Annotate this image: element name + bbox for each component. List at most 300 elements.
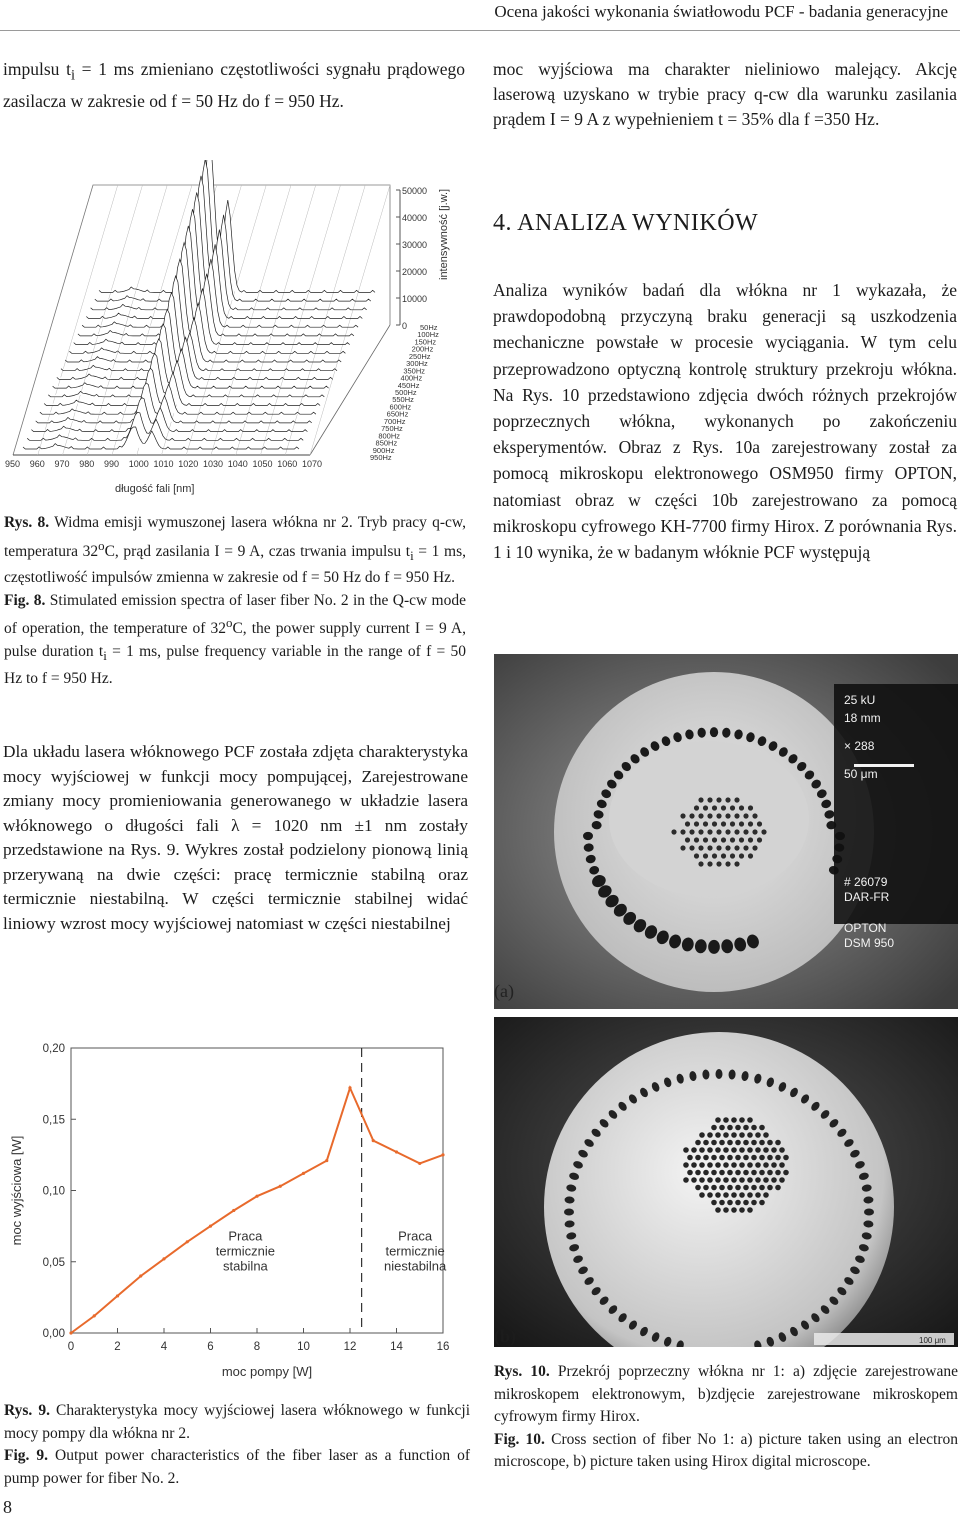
hirox-core-hole xyxy=(755,1162,761,1168)
hirox-core-hole xyxy=(687,1170,693,1176)
hirox-core-hole xyxy=(723,1147,729,1153)
hirox-core-hole xyxy=(703,1170,709,1176)
fig9-data-point xyxy=(441,1153,444,1156)
fig8-freq-tick-label: 700Hz xyxy=(383,416,406,426)
fig8-freq-tick-label: 50Hz xyxy=(420,323,438,332)
hirox-core-hole xyxy=(735,1125,741,1131)
sem-core-hole xyxy=(761,829,766,834)
fig8-freq-tick-label: 500Hz xyxy=(395,388,417,397)
hirox-core-hole xyxy=(695,1155,701,1161)
fig9-x-tick-label: 6 xyxy=(207,1341,214,1353)
sem-hole xyxy=(710,727,718,737)
fig8-caption-en-label: Fig. 8. xyxy=(4,591,46,609)
hirox-core-hole xyxy=(779,1162,785,1168)
hirox-core-hole xyxy=(739,1132,745,1138)
fig9-data-point xyxy=(418,1162,421,1165)
fig9-plot-frame xyxy=(71,1048,443,1333)
sem-core-hole xyxy=(757,837,762,842)
hirox-core-hole xyxy=(783,1155,789,1161)
fig9-data-point xyxy=(255,1195,258,1198)
sem-core-hole xyxy=(748,853,753,858)
sem-core-hole xyxy=(743,813,748,818)
hirox-core-hole xyxy=(691,1162,697,1168)
sem-core-hole xyxy=(752,813,757,818)
sem-core-hole xyxy=(698,829,703,834)
hirox-core-hole xyxy=(691,1177,697,1183)
figure-10a-sem-photo xyxy=(494,654,958,1009)
hirox-core-hole xyxy=(751,1155,757,1161)
hirox-core-hole xyxy=(699,1147,705,1153)
hirox-core-hole xyxy=(735,1170,741,1176)
hirox-core-hole xyxy=(743,1200,749,1206)
sem-core-hole xyxy=(725,861,730,866)
hirox-core-hole xyxy=(747,1117,753,1123)
sem-core-hole xyxy=(721,821,726,826)
sem-core-hole xyxy=(703,853,708,858)
sem-hole xyxy=(708,940,720,954)
fig8-freq-tick-label: 250Hz xyxy=(408,351,431,361)
hirox-core-hole xyxy=(695,1170,701,1176)
fig9-caption-en: Output power characteristics of the fiber laser as a function of pump power for fiber No. 2. xyxy=(4,1447,470,1487)
hirox-core-hole xyxy=(695,1185,701,1191)
hirox-core-hole xyxy=(715,1177,721,1183)
hirox-core-hole xyxy=(779,1177,785,1183)
sem-overlay-line: 50 μm xyxy=(844,767,878,781)
sem-scale-bar xyxy=(854,764,914,767)
sem-core-hole xyxy=(734,797,739,802)
hirox-core-hole xyxy=(723,1177,729,1183)
figure-10b-label: (b) xyxy=(494,1326,516,1346)
hirox-core-hole xyxy=(727,1125,733,1131)
hirox-core-hole xyxy=(731,1117,737,1123)
hirox-core-hole xyxy=(755,1132,761,1138)
fig8-freq-tick-label: 150Hz xyxy=(414,337,437,347)
fig8-x-tick-label: 980 xyxy=(79,459,95,469)
hirox-core-hole xyxy=(747,1132,753,1138)
fig9-x-tick-label: 2 xyxy=(114,1341,121,1353)
hirox-core-hole xyxy=(783,1170,789,1176)
fig9-data-point xyxy=(162,1257,165,1260)
hirox-core-hole xyxy=(763,1147,769,1153)
hirox-core-hole xyxy=(727,1170,733,1176)
hirox-core-hole xyxy=(711,1200,717,1206)
fig9-series-line xyxy=(71,1088,443,1333)
hirox-core-hole xyxy=(719,1155,725,1161)
hirox-core-hole xyxy=(743,1140,749,1146)
fig10-caption-pl-label: Rys. 10. xyxy=(494,1363,550,1380)
sem-core-hole xyxy=(748,837,753,842)
hirox-core-hole xyxy=(775,1155,781,1161)
fig9-data-point xyxy=(139,1274,142,1277)
hirox-core-hole xyxy=(751,1140,757,1146)
page-number: 8 xyxy=(3,1497,12,1517)
sem-core-hole xyxy=(743,845,748,850)
hirox-core-hole xyxy=(683,1147,689,1153)
sem-overlay-line: 25 kU xyxy=(844,693,876,707)
hirox-core-hole xyxy=(759,1155,765,1161)
sem-core-hole xyxy=(707,829,712,834)
sem-core-hole xyxy=(698,813,703,818)
fig9-x-tick-label: 14 xyxy=(390,1341,403,1353)
hirox-core-hole xyxy=(727,1185,733,1191)
hirox-core-hole xyxy=(747,1192,753,1198)
hirox-core-hole xyxy=(695,1140,701,1146)
fig8-freq-tick-label: 650Hz xyxy=(386,409,409,419)
hirox-core-hole xyxy=(775,1140,781,1146)
hirox-core-hole xyxy=(767,1170,773,1176)
fig9-data-point xyxy=(395,1150,398,1153)
hirox-core-hole xyxy=(751,1200,757,1206)
fig8-x-tick-label: 950 xyxy=(5,459,21,469)
fig9-y-tick-label: 0,10 xyxy=(42,1185,65,1198)
sem-core-hole xyxy=(716,861,721,866)
hirox-core-hole xyxy=(759,1125,765,1131)
fig8-z-tick-label: 0 xyxy=(402,321,408,331)
fig9-y-axis-label: moc wyjściowa [W] xyxy=(9,1135,24,1246)
sem-core-hole xyxy=(698,861,703,866)
hirox-core-hole xyxy=(723,1132,729,1138)
hirox-core-hole xyxy=(683,1162,689,1168)
sem-core-hole xyxy=(698,845,703,850)
hirox-core-hole xyxy=(767,1155,773,1161)
sem-core-hole xyxy=(685,837,690,842)
fig9-x-tick-label: 16 xyxy=(436,1341,450,1353)
hirox-core-hole xyxy=(683,1177,689,1183)
hirox-core-hole xyxy=(715,1132,721,1138)
hirox-core-hole xyxy=(739,1117,745,1123)
hirox-core-hole xyxy=(715,1207,721,1213)
sem-core-hole xyxy=(748,805,753,810)
sem-core-hole xyxy=(721,837,726,842)
figure-8-caption xyxy=(4,512,466,690)
sem-core-hole xyxy=(734,829,739,834)
hirox-core-hole xyxy=(707,1132,713,1138)
hirox-core-hole xyxy=(703,1155,709,1161)
fig8-caption-pl: Widma emisji wymuszonej lasera włókna nr 2. Tryb pracy q-cw, temperatura 32$^o$C, prąd zasilania I = 9 A, czas trwania impulsu $t_i = 1$ ms, częstotliwość impulsów zmienna w zakresie od f = 50 Hz do f = 950 Hz. xyxy=(4,514,466,587)
sem-overlay-line: 18 mm xyxy=(844,711,881,725)
fig9-data-point xyxy=(325,1159,328,1162)
header-rule xyxy=(0,30,960,31)
fig8-x-tick-label: 1020 xyxy=(178,459,199,469)
hirox-core-hole xyxy=(711,1140,717,1146)
fig8-x-tick-label: 960 xyxy=(29,459,45,469)
hirox-core-hole xyxy=(767,1185,773,1191)
hirox-core-hole xyxy=(731,1162,737,1168)
sem-core-hole xyxy=(716,797,721,802)
sem-core-hole xyxy=(707,813,712,818)
hirox-core-hole xyxy=(747,1207,753,1213)
sem-core-hole xyxy=(739,805,744,810)
fig8-x-tick-label: 990 xyxy=(104,459,120,469)
fig9-data-point xyxy=(209,1225,212,1228)
hirox-core-hole xyxy=(751,1125,757,1131)
hirox-core-hole xyxy=(735,1140,741,1146)
fig8-x-tick-label: 1030 xyxy=(203,459,224,469)
sem-core-hole xyxy=(685,821,690,826)
hirox-core-hole xyxy=(735,1185,741,1191)
hirox-core-hole xyxy=(715,1147,721,1153)
hirox-core-hole xyxy=(767,1140,773,1146)
fig8-z-tick-label: 20000 xyxy=(402,267,428,277)
fig8-z-label: intensywność [j.w.] xyxy=(438,188,450,280)
fig9-caption-pl-label: Rys. 9. xyxy=(4,1402,50,1419)
fig8-x-tick-label: 1050 xyxy=(252,459,273,469)
hirox-core-hole xyxy=(775,1170,781,1176)
hirox-core-hole xyxy=(755,1177,761,1183)
sem-core-hole xyxy=(712,837,717,842)
hirox-core-hole xyxy=(707,1177,713,1183)
sem-core-hole xyxy=(752,845,757,850)
sem-core-hole xyxy=(725,813,730,818)
fig8-freq-tick-label: 350Hz xyxy=(403,366,426,376)
hirox-core-hole xyxy=(719,1140,725,1146)
hirox-core-hole xyxy=(763,1132,769,1138)
fig8-x-tick-label: 1070 xyxy=(302,459,323,469)
hirox-core-hole xyxy=(763,1162,769,1168)
fig9-x-tick-label: 0 xyxy=(67,1341,75,1353)
hirox-core-hole xyxy=(699,1162,705,1168)
sem-core-hole xyxy=(725,845,730,850)
fig9-y-tick-label: 0,15 xyxy=(42,1114,65,1127)
sem-core-hole xyxy=(748,821,753,826)
hirox-core-hole xyxy=(739,1177,745,1183)
hirox-core-hole xyxy=(719,1170,725,1176)
fig8-freq-tick-label: 800Hz xyxy=(378,431,401,441)
hirox-core-hole xyxy=(743,1170,749,1176)
fig8-freq-tick-label: 750Hz xyxy=(381,424,403,434)
hirox-core-hole xyxy=(771,1162,777,1168)
fig8-grid-line xyxy=(285,185,365,455)
sem-core-hole xyxy=(721,853,726,858)
hirox-core-hole xyxy=(739,1192,745,1198)
fig9-data-point xyxy=(186,1240,189,1243)
hirox-core-hole xyxy=(747,1162,753,1168)
sem-core-hole xyxy=(712,805,717,810)
hirox-core-hole xyxy=(715,1162,721,1168)
sem-core-hole xyxy=(734,813,739,818)
hirox-core-hole xyxy=(771,1177,777,1183)
fig9-x-tick-label: 12 xyxy=(343,1341,357,1353)
sem-core-hole xyxy=(739,837,744,842)
hirox-core-hole xyxy=(691,1147,697,1153)
hirox-core-hole xyxy=(779,1147,785,1153)
section-heading: 4. ANALIZA WYNIKÓW xyxy=(493,210,759,236)
sem-core-hole xyxy=(739,821,744,826)
fig9-data-point xyxy=(69,1331,72,1334)
fig8-freq-tick-label: 400Hz xyxy=(400,373,423,383)
fig8-z-tick-label: 10000 xyxy=(402,294,428,304)
hirox-core-hole xyxy=(723,1162,729,1168)
fig8-freq-tick-label: 950Hz xyxy=(370,453,392,462)
hirox-core-hole xyxy=(759,1200,765,1206)
hirox-core-hole xyxy=(751,1170,757,1176)
hirox-core-hole xyxy=(747,1177,753,1183)
sem-core-hole xyxy=(671,829,676,834)
hirox-core-hole xyxy=(763,1192,769,1198)
hirox-core-hole xyxy=(731,1147,737,1153)
fig9-y-tick-label: 0,00 xyxy=(42,1328,65,1340)
sem-core-hole xyxy=(712,853,717,858)
fig8-z-tick-label: 50000 xyxy=(402,186,428,196)
fig8-x-tick-label: 1040 xyxy=(227,459,248,469)
sem-overlay-line: # 26079 xyxy=(844,875,888,889)
hirox-core-hole xyxy=(723,1117,729,1123)
left-mid-paragraph: Dla układu lasera włóknowego PCF została zdjęta charakterystyka mocy wyjściowej w funkcji mocy pompującej, Zarejestrowane zmiany mocy promieniowania generowanego w układzie lasera włóknowego o długości fali λ = 1020 nm ±1 nm zostały przedstawione na Rys. 9. Wykres został podzielony pionową linią przerywaną na dwie części: pracę termicznie stabilną oraz termicznie niestabilną. W części termicznie stabilnej widać liniowy wzrost mocy wyjściowej natomiast w części niestabilnej xyxy=(3,742,468,933)
hirox-core-hole xyxy=(707,1162,713,1168)
fig9-caption-en-label: Fig. 9. xyxy=(4,1447,49,1464)
sem-core-hole xyxy=(680,845,685,850)
hirox-hole xyxy=(716,1069,723,1079)
figure-10b-hirox-photo xyxy=(494,1017,958,1347)
hirox-core-hole xyxy=(723,1207,729,1213)
fig8-z-tick-label: 30000 xyxy=(402,240,428,250)
hirox-core-hole xyxy=(739,1207,745,1213)
figure-8-spectra xyxy=(5,160,470,505)
sem-overlay-line: DSM 950 xyxy=(844,936,895,950)
fig8-freq-tick-label: 300Hz xyxy=(406,359,428,369)
fig8-trace xyxy=(99,160,375,292)
sem-core-hole xyxy=(730,805,735,810)
hirox-core-hole xyxy=(731,1177,737,1183)
hirox-core-hole xyxy=(743,1125,749,1131)
hirox-core-hole xyxy=(739,1162,745,1168)
fig8-freq-tick-label: 850Hz xyxy=(375,438,398,448)
figure-10a-label: (a) xyxy=(494,981,514,1001)
sem-core-hole xyxy=(703,837,708,842)
hirox-core-hole xyxy=(719,1185,725,1191)
sem-core-hole xyxy=(707,861,712,866)
hirox-core-hole xyxy=(707,1192,713,1198)
hirox-core-hole xyxy=(715,1117,721,1123)
fig9-x-tick-label: 4 xyxy=(160,1341,168,1353)
sem-core-hole xyxy=(694,837,699,842)
fig9-caption-pl: Charakterystyka mocy wyjściowej lasera włóknowego w funkcji mocy pompy dla włókna nr 2. xyxy=(4,1402,471,1442)
fig9-x-axis-label: moc pompy [W] xyxy=(221,1364,313,1379)
hirox-core-hole xyxy=(763,1177,769,1183)
fig10-caption-pl: Przekrój poprzeczny włókna nr 1: a) zdjęcie zarejestrowane mikroskopem elektronowym, b)zdjęcie zarejestrowane mikroskopem cyfrowym firmy Hirox. xyxy=(494,1363,959,1425)
sem-core-hole xyxy=(689,845,694,850)
fig8-spectra-traces xyxy=(23,160,375,449)
left-top-paragraph: impulsu $t_i = 1$ ms zmieniano częstotliwości sygnału prądowego zasilacza w zakresie od f = 50 Hz do f = 950 Hz. xyxy=(3,59,465,111)
sem-core-hole xyxy=(757,821,762,826)
fig8-freq-tick-label: 900Hz xyxy=(372,445,395,455)
sem-overlay-line: × 288 xyxy=(844,739,875,753)
hirox-core-hole xyxy=(735,1155,741,1161)
fig8-caption-en: Stimulated emission spectra of laser fiber No. 2 in the Q-cw mode of operation, the temperature of 32$^o$C, the power supply current I = 9 A, pulse duration $t_i = 1$ ms, pulse frequency variable in the range of f = 50 Hz to f = 950 Hz. xyxy=(4,591,467,687)
hirox-core-hole xyxy=(719,1200,725,1206)
hirox-core-hole xyxy=(699,1192,705,1198)
sem-core-hole xyxy=(730,853,735,858)
fig8-grid-line xyxy=(310,185,390,455)
hirox-core-hole xyxy=(711,1155,717,1161)
sem-core-hole xyxy=(716,845,721,850)
fig9-y-tick-label: 0,20 xyxy=(42,1043,65,1055)
hirox-core-hole xyxy=(727,1140,733,1146)
hirox-core-hole xyxy=(711,1185,717,1191)
hirox-core-hole xyxy=(711,1125,717,1131)
fig9-data-point xyxy=(372,1139,375,1142)
hirox-core-hole xyxy=(755,1192,761,1198)
sem-core-hole xyxy=(734,861,739,866)
sem-core-hole xyxy=(712,821,717,826)
sem-core-hole xyxy=(680,813,685,818)
hirox-core-hole xyxy=(723,1192,729,1198)
hirox-core-hole xyxy=(719,1125,725,1131)
fig9-y-tick-label: 0,05 xyxy=(42,1256,65,1269)
figure-9-caption xyxy=(4,1400,470,1490)
sem-core-hole xyxy=(703,821,708,826)
hirox-core-hole xyxy=(731,1132,737,1138)
fig10-caption-en-label: Fig. 10. xyxy=(494,1430,545,1448)
fig9-annotation: Praca termicznie niestabilna xyxy=(384,1228,447,1274)
sem-core-hole xyxy=(739,853,744,858)
hirox-core-hole xyxy=(759,1170,765,1176)
fig8-freq-tick-label: 550Hz xyxy=(392,395,414,405)
sem-overlay-line: OPTON xyxy=(844,921,887,935)
fig8-freq-tick-label: 200Hz xyxy=(411,344,434,354)
running-header: Ocena jakości wykonania światłowodu PCF - badania generacyjne xyxy=(494,2,948,21)
sem-core-hole xyxy=(707,797,712,802)
figure-10-caption xyxy=(494,1361,958,1474)
sem-core-hole xyxy=(698,797,703,802)
sem-core-hole xyxy=(716,813,721,818)
hirox-core-hole xyxy=(735,1200,741,1206)
hirox-core-hole xyxy=(727,1200,733,1206)
hirox-core-hole xyxy=(743,1185,749,1191)
fig9-data-point xyxy=(232,1209,235,1212)
hirox-core-hole xyxy=(747,1147,753,1153)
hirox-core-hole xyxy=(731,1192,737,1198)
hirox-core-hole xyxy=(759,1185,765,1191)
hirox-core-hole xyxy=(715,1192,721,1198)
analysis-paragraph: Analiza wyników badań dla włókna nr 1 wykazała, że prawdopodobną przyczyną braku generacji są uszkodzenia mechaniczne powstałe w procesie wyciągania. W tym celu przeprowadzono optyczną kontrolę struktury przekroju włókna. Na Rys. 10 przedstawiono zdjęcia dwóch różnych przekrojów poprzecznych włókna, wykonanych po zakończeniu eksperymentów. Obraz z Rys. 10a zarejestrowany został za pomocą mikroskopu elektronowego OSM950 firmy OPTON, natomiast obraz w części 10b zarejestrowano za pomocą mikroskopu cyfrowego KH-7700 firmy Hirox. Z porównania Rys. 1 i 10 wynika, że w badanym włóknie PCF występują xyxy=(493,280,957,563)
sem-core-hole xyxy=(743,829,748,834)
sem-hole xyxy=(583,832,593,840)
sem-core-hole xyxy=(689,813,694,818)
sem-core-hole xyxy=(694,853,699,858)
hirox-scale-text: 100 μm xyxy=(919,1336,946,1345)
fig9-data-point xyxy=(116,1294,119,1297)
fig8-x-tick-label: 1060 xyxy=(277,459,298,469)
fig8-x-tick-label: 1010 xyxy=(153,459,174,469)
sem-overlay-line: DAR-FR xyxy=(844,890,890,904)
hirox-core-hole xyxy=(759,1140,765,1146)
fig8-z-tick-label: 40000 xyxy=(402,213,428,223)
hirox-core-hole xyxy=(755,1147,761,1153)
sem-core-hole xyxy=(707,845,712,850)
sem-core-hole xyxy=(725,797,730,802)
sem-core-hole xyxy=(689,829,694,834)
sem-core-hole xyxy=(694,805,699,810)
hirox-core-hole xyxy=(711,1170,717,1176)
fig8-freq-tick-label: 600Hz xyxy=(389,402,412,412)
hirox-core-hole xyxy=(703,1185,709,1191)
fig9-data-point xyxy=(279,1185,282,1188)
fig8-freq-tick-label: 450Hz xyxy=(397,380,420,390)
sem-core-hole xyxy=(721,805,726,810)
hirox-core-hole xyxy=(771,1147,777,1153)
fig9-data-point xyxy=(348,1086,351,1089)
fig9-data-point xyxy=(93,1314,96,1317)
hirox-core-hole xyxy=(775,1185,781,1191)
fig8-freq-tick-label: 100Hz xyxy=(417,330,439,340)
fig9-x-tick-label: 10 xyxy=(297,1341,310,1353)
hirox-hole xyxy=(564,1209,574,1216)
sem-core-hole xyxy=(730,821,735,826)
hirox-hole xyxy=(864,1209,874,1216)
hirox-core-hole xyxy=(731,1207,737,1213)
hirox-core-hole xyxy=(699,1177,705,1183)
